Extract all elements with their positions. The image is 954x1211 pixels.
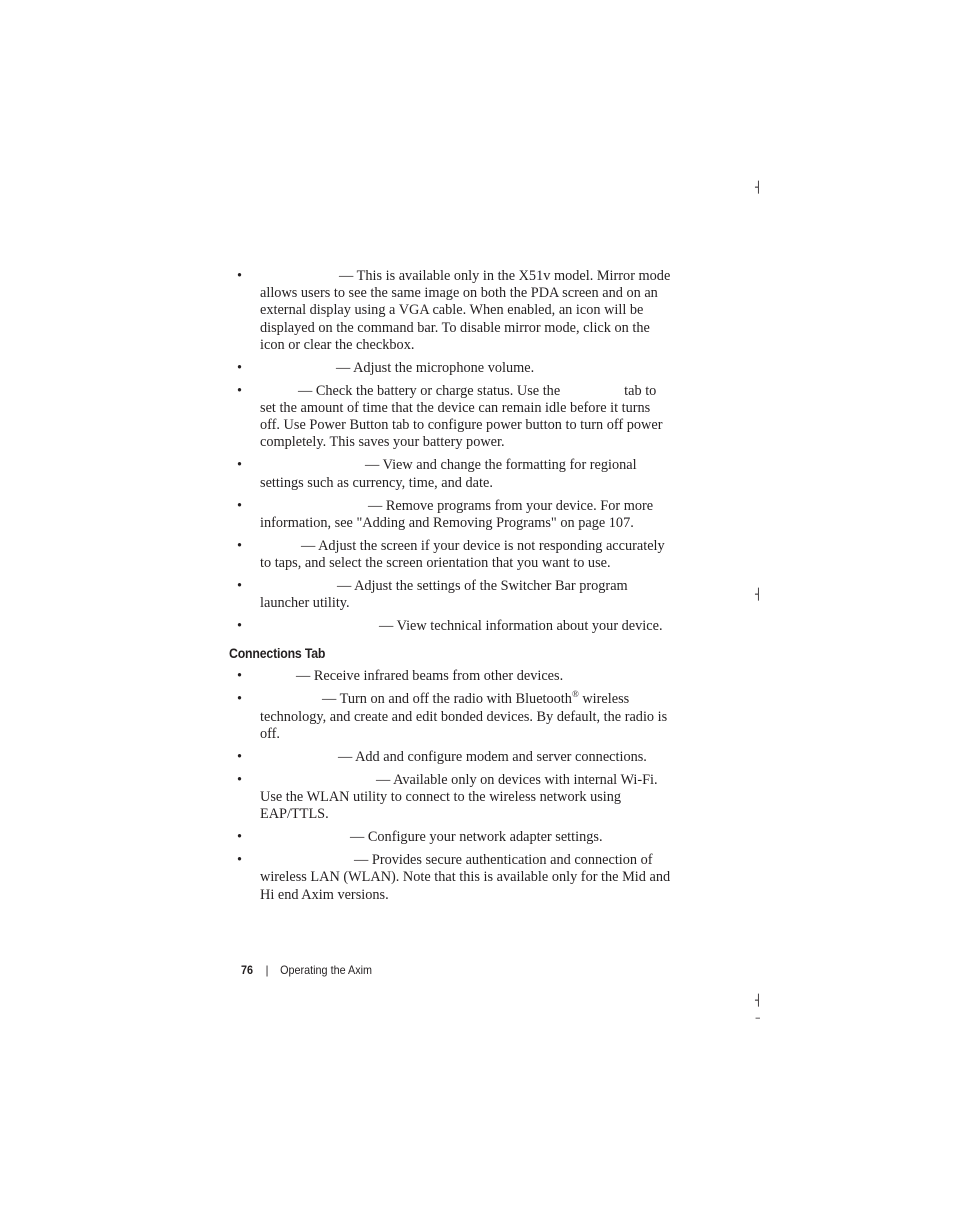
list-item-regional-settings: • — View and change the formatting for regional settings such as currency, time, and date.: [237, 457, 637, 491]
bullet: •: [237, 668, 243, 685]
list-item-system-info: • — View technical information about your device.: [237, 618, 663, 635]
list-item-secure-auth: • — Provides secure authentication and connection of wireless LAN (WLAN). Note that this is available only for the Mid and Hi end Axim versions.: [237, 852, 671, 903]
page-footer: [241, 963, 372, 977]
bullet: •: [237, 268, 243, 284]
chapter-title: Operating the Axim: [280, 963, 372, 977]
list-item-remove-programs: • — Remove programs from your device. For more information, see "Adding and Removing Programs" on page 107.: [237, 497, 654, 531]
footer-separator: |: [265, 963, 269, 977]
page-content: [229, 268, 674, 910]
list-item-beam: • — Receive infrared beams from other devices.: [237, 668, 564, 685]
list-item-screen: • — Adjust the screen if your device is not responding accurately to taps, and select the screen orientation that you want to use.: [237, 537, 665, 572]
bullet: •: [237, 382, 243, 399]
list-item-bluetooth: • — Turn on and off the radio with Bluetooth® wireless technology, and create and edit bonded devices. By default, the radio is off.: [237, 689, 668, 742]
bullet: •: [237, 497, 243, 514]
crop-mark-bottom: ┤: [755, 994, 762, 1007]
list-item-switcher-bar: • — Adjust the settings of the Switcher Bar program launcher utility.: [237, 578, 628, 612]
bullet: •: [237, 852, 243, 869]
crop-mark-middle: ┤: [755, 588, 762, 601]
bullet: •: [237, 829, 243, 846]
bullet: •: [237, 457, 243, 474]
crop-mark-bottom-dash: –: [755, 1011, 761, 1024]
list-item-connections: • — Add and configure modem and server connections.: [237, 748, 647, 765]
system-settings-list: [229, 268, 674, 635]
bullet: •: [237, 691, 243, 708]
bullet: •: [237, 618, 243, 635]
bullet: •: [237, 359, 243, 376]
bullet: •: [237, 771, 243, 788]
bullet: •: [237, 578, 243, 595]
page-number: 76: [241, 963, 254, 977]
list-item-power: • — Check the battery or charge status. Use the tab to set the amount of time that the device can remain idle before it turns off. Use Power Button tab to configure power button to turn off power completely. This saves your battery power.: [237, 382, 663, 451]
list-item-microphone: • — Adjust the microphone volume.: [237, 359, 535, 376]
section-heading: Connections Tab: [229, 646, 326, 662]
bullet: •: [237, 537, 243, 554]
connections-list: [229, 668, 674, 903]
bullet: •: [237, 748, 243, 765]
list-item-network-cards: • — Configure your network adapter settings.: [237, 829, 603, 846]
registered-mark: ®: [571, 689, 579, 700]
crop-mark-top: ┤: [755, 181, 762, 194]
list-item-mirror-mode: • — This is available only in the X51v model. Mirror mode allows users to see the same image on both the PDA screen and on an external display using a VGA cable. When enabled, an icon will be displayed on the command bar. To disable mirror mode, click on the icon or clear the checkbox.: [237, 268, 671, 353]
list-item-wlan: • — Available only on devices with internal Wi-Fi. Use the WLAN utility to connect to the wireless network using EAP/TTLS.: [237, 771, 658, 823]
